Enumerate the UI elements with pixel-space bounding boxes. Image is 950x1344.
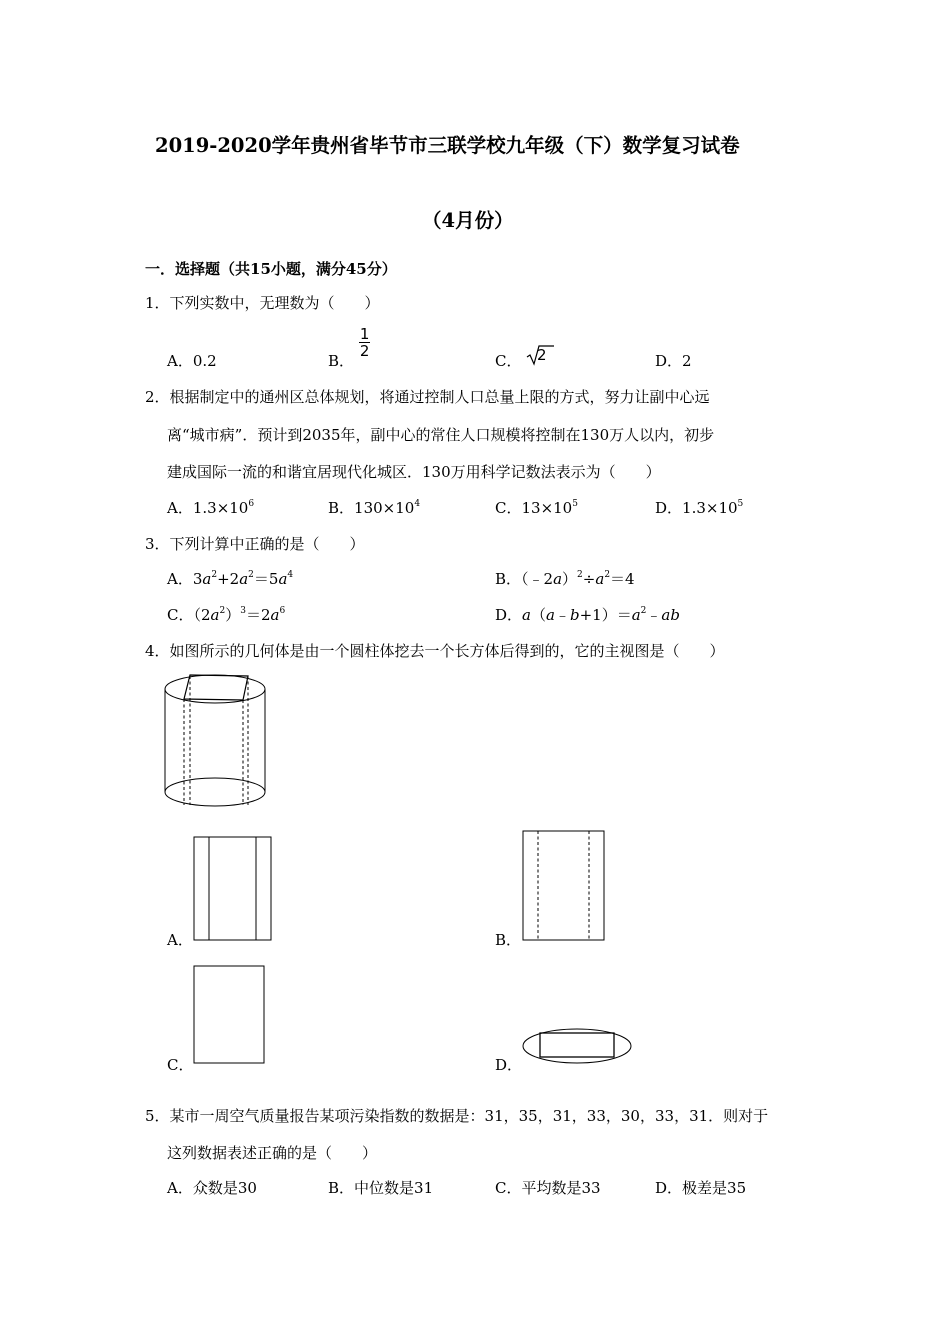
q1-option-b [328, 325, 370, 370]
q5-option-a: A．众数是30 [167, 1179, 257, 1197]
q2-line1: 2．根据制定中的通州区总体规划，将通过控制人口总量上限的方式，努力让副中心远 [145, 388, 710, 406]
q5-option-c: C．平均数是33 [495, 1179, 601, 1197]
q2-option-b: B．$130\times 10^4$ [328, 499, 421, 517]
q1-stem: 1．下列实数中，无理数为（ ） [145, 294, 380, 312]
q4-option-c-label: C． [167, 1056, 194, 1074]
q3-stem: 3．下列计算中正确的是（ ） [145, 535, 365, 553]
q1-radicand: 2 [537, 346, 547, 364]
q4-option-b-figure [522, 830, 606, 942]
q1-option-c [495, 344, 554, 370]
q3-option-b: B．$(﹣2a)^2\div a^2=4$ [495, 570, 635, 588]
q2-option-a: A．$1.3\times 10^6$ [167, 499, 255, 517]
q4-option-d-label: D． [495, 1056, 523, 1074]
exam-subtitle: （4月份） [422, 209, 514, 232]
q3-option-a: A．$3a^2+2a^2=5a^4$ [167, 570, 294, 588]
q2-option-d: D．$1.3\times 10^5$ [655, 499, 744, 517]
q1-fraction-denominator: 2 [359, 342, 370, 360]
q1-option-a: A．0.2 [167, 352, 217, 370]
q1-fraction-numerator: 1 [359, 325, 370, 343]
q4-option-b-label: B． [495, 931, 522, 949]
q5-option-d: D．极差是35 [655, 1179, 747, 1197]
section-heading: 一．选择题（共15小题，满分45分） [145, 260, 397, 278]
q5-line1: 5．某市一周空气质量报告某项污染指数的数据是：31，35，31，33，30，33，31．则对于 [145, 1107, 769, 1125]
q2-line2: 离“城市病”．预计到2035年，副中心的常住人口规模将控制在130万人以内，初步 [167, 426, 715, 444]
q4-option-a-label: A． [167, 931, 193, 949]
q5-line2: 这列数据表述正确的是（ ） [167, 1144, 378, 1162]
cylinder-figure [160, 672, 270, 810]
q4-option-a-figure [193, 836, 273, 942]
q5-option-b: B．中位数是31 [328, 1179, 434, 1197]
q1-option-b-label: B． [328, 352, 355, 370]
q1-option-c-label: C． [495, 352, 522, 370]
q4-option-c-figure [193, 965, 266, 1065]
q3-option-c: C．$(2a^2)^3=2a^6$ [167, 606, 286, 624]
q4-stem: 4．如图所示的几何体是由一个圆柱体挖去一个长方体后得到的，它的主视图是（ ） [145, 642, 725, 660]
q2-line3: 建成国际一流的和谐宜居现代化城区．130万用科学记数法表示为（ ） [167, 463, 661, 481]
exam-title: 2019-2020学年贵州省毕节市三联学校九年级（下）数学复习试卷 [155, 134, 740, 157]
q2-option-c: C．$13\times 10^5$ [495, 499, 578, 517]
q1-fraction [359, 326, 371, 359]
q3-option-d: D．$a(a﹣b+1)=a^2﹣ab$ [495, 606, 680, 624]
q1-option-d: D．2 [655, 352, 692, 370]
q4-option-d-figure [521, 1025, 633, 1067]
